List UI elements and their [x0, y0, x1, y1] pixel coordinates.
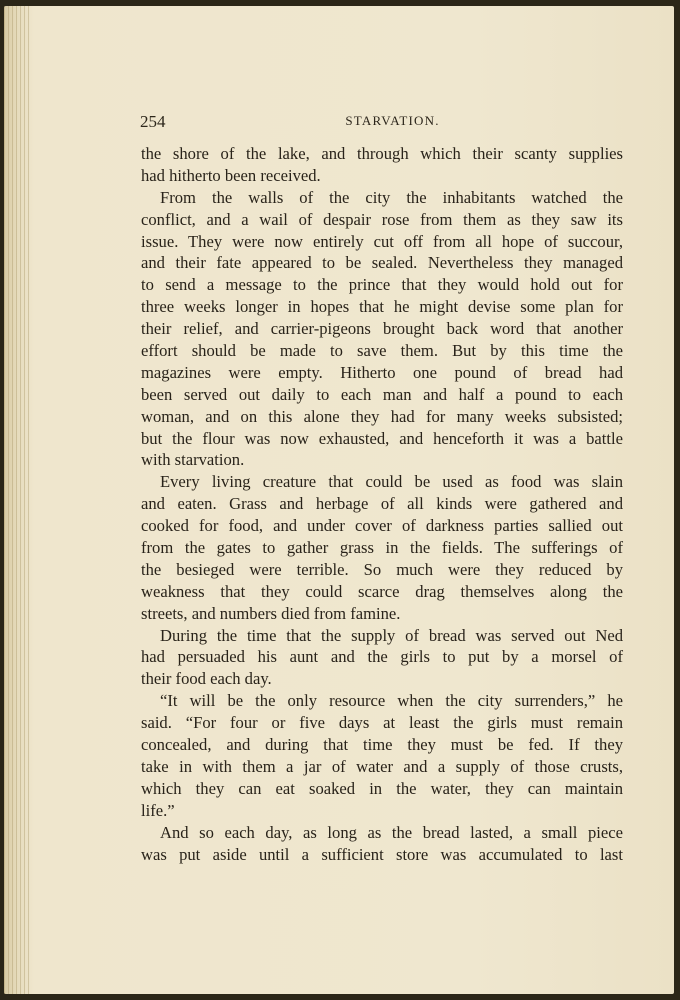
text-line: from the gates to gather grass in the fields. The sufferings of [141, 538, 623, 558]
text-line: magazines were empty. Hitherto one pound of bread had [141, 362, 623, 382]
text-line: the besieged were terrible. So much were they reduced by [141, 559, 623, 579]
text-line: effort should be made to save them. But by this time the [141, 341, 623, 361]
page-number: 254 [140, 112, 166, 131]
body-text [141, 143, 623, 865]
text-line: weakness that they could scarce drag themselves along the [141, 581, 623, 601]
text-line: And so each day, as long as the bread lasted, a small piece [160, 822, 623, 842]
text-line: had persuaded his aunt and the girls to put by a morsel of [141, 647, 623, 667]
text-line: was put aside until a sufficient store was accumulated to last [141, 844, 623, 864]
text-line: been served out daily to each man and half a pound to each [141, 384, 623, 404]
text-line: During the time that the supply of bread was served out Ned [160, 625, 623, 645]
text-line: take in with them a jar of water and a supply of those crusts, [141, 756, 623, 776]
text-line: conflict, and a wail of despair rose from them as they saw its [141, 209, 623, 229]
text-line: “It will be the only resource when the city surrenders,” he [160, 691, 623, 711]
text-line: said. “For four or five days at least the girls must remain [141, 713, 623, 733]
text-line: cooked for food, and under cover of darkness parties sallied out [141, 516, 623, 536]
text-line: but the flour was now exhausted, and henceforth it was a battle [141, 428, 623, 448]
text-line: woman, and on this alone they had for many weeks subsisted; [141, 406, 623, 426]
text-line: streets, and numbers died from famine. [141, 603, 401, 623]
page-header [140, 112, 627, 134]
text-line: From the walls of the city the inhabitants watched the [160, 187, 623, 207]
text-line: concealed, and during that time they must be fed. If they [141, 735, 623, 755]
text-line: three weeks longer in hopes that he might devise some plan for [141, 297, 623, 317]
text-line: life.” [141, 800, 175, 820]
text-line: had hitherto been received. [141, 165, 321, 185]
text-line: which they can eat soaked in the water, they can maintain [141, 778, 623, 798]
text-line: their relief, and carrier-pigeons brought back word that another [141, 319, 623, 339]
text-line: Every living creature that could be used as food was slain [160, 472, 623, 492]
page-edges [4, 6, 30, 994]
text-line: the shore of the lake, and through which their scanty supplies [141, 144, 623, 163]
text-line: to send a message to the prince that they would hold out for [141, 275, 623, 295]
text-line: and eaten. Grass and herbage of all kinds were gathered and [141, 494, 623, 514]
running-title: STARVATION. [345, 113, 440, 128]
text-line: with starvation. [141, 450, 245, 470]
text-line: issue. They were now entirely cut off from all hope of succour, [141, 231, 623, 251]
text-line: their food each day. [141, 669, 272, 689]
text-line: and their fate appeared to be sealed. Nevertheless they managed [141, 253, 623, 273]
